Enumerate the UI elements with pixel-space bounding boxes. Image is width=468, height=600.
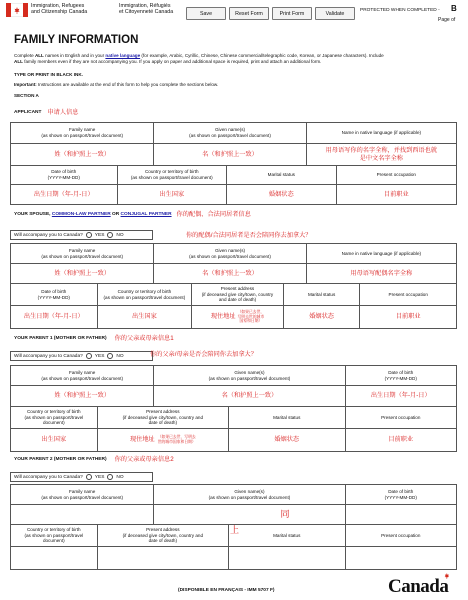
important-note: Important: Instructions are available at the end of this form to help you complete the sections below. bbox=[14, 82, 219, 87]
conjugal-partner-link[interactable]: CONJUGAL PARTNER bbox=[120, 212, 172, 218]
native-language-link[interactable]: native language bbox=[105, 53, 141, 58]
spouse-marital-field[interactable]: 婚姻状态 bbox=[284, 306, 361, 328]
spouse-heading-en: YOUR SPOUSE, COMMON-LAW PARTNER OR CONJUGAL PARTNER bbox=[14, 212, 172, 218]
parent2-heading-cn: 你的父亲或母亲信息2 bbox=[114, 456, 174, 463]
parent2-no-label: NO bbox=[116, 474, 124, 480]
spouse-given-name-header: Given name(s) (as shown on passport/travel document) bbox=[154, 244, 306, 263]
spouse-accompany-label: Will accompany you to Canada? bbox=[14, 232, 83, 238]
parent1-table bbox=[10, 365, 457, 452]
spouse-address-field[interactable]: 现住地址 （如果已去世， 写明去世的城市 国家和日期） bbox=[192, 306, 284, 328]
parent2-heading-en: YOUR PARENT 2 (MOTHER OR FATHER) bbox=[14, 457, 107, 463]
parent2-dob-field[interactable] bbox=[346, 505, 456, 524]
spouse-family-name-header: Family name (as shown on passport/travel document) bbox=[11, 244, 154, 263]
spouse-accompany-question bbox=[10, 230, 153, 240]
parent1-given-name-field[interactable]: 名（和护照上一致） bbox=[154, 386, 345, 406]
applicant-marital-header: Marital status bbox=[227, 166, 337, 184]
dept-fr-line1: Immigration, Réfugiés bbox=[119, 3, 171, 9]
parent2-table bbox=[10, 484, 457, 570]
save-button[interactable]: Save bbox=[186, 7, 226, 20]
protected-b-mark: B bbox=[451, 4, 457, 13]
parent2-accompany-label: Will accompany you to Canada? bbox=[14, 474, 83, 480]
applicant-heading bbox=[14, 109, 78, 117]
parent2-cob-header: Country or territory of birth (as shown on passport/travel document) bbox=[11, 525, 98, 546]
parent1-accompany-cn: 你的父亲/母亲是否会陪同你去加拿大？ bbox=[150, 351, 257, 358]
spouse-no-label: NO bbox=[116, 232, 124, 238]
spouse-dob-field[interactable]: 出生日期（年-月-日） bbox=[11, 306, 98, 328]
parent2-family-name-field[interactable] bbox=[11, 505, 154, 524]
parent2-marital-field[interactable] bbox=[229, 547, 345, 569]
parent1-no-label: NO bbox=[116, 353, 124, 359]
applicant-table bbox=[10, 122, 457, 205]
applicant-cob-field[interactable]: 出生国家 bbox=[118, 185, 228, 204]
spouse-dob-header: Date of birth (YYYY-MM-DD) bbox=[11, 284, 98, 305]
parent2-occupation-header: Present occupation bbox=[346, 525, 457, 546]
spouse-heading bbox=[14, 211, 251, 219]
canada-flag-icon bbox=[6, 3, 28, 17]
parent2-occupation-field[interactable] bbox=[346, 547, 457, 569]
parent1-no-radio[interactable] bbox=[107, 353, 113, 359]
applicant-native-name-field[interactable]: 用母语写你的名字全称，并找到西语也就 是中文名字全称 bbox=[307, 144, 456, 165]
spouse-cob-header: Country or territory of birth (as shown on passport/travel document) bbox=[98, 284, 193, 305]
applicant-occupation-field[interactable]: 目前职业 bbox=[337, 185, 456, 204]
parent1-given-name-header: Given name(s) (as shown on passport/travel document) bbox=[154, 366, 345, 385]
same-as-above-mark-1: 同 bbox=[280, 508, 290, 519]
parent1-cob-field[interactable]: 出生国家 bbox=[11, 429, 98, 451]
department-name-en bbox=[31, 3, 87, 16]
intro-line2: ALL family members even if they are not accompanying you. If you apply on paper and additional space is required, print and attach an additional form. bbox=[14, 59, 322, 64]
parent2-no-radio[interactable] bbox=[107, 474, 113, 480]
dept-en-line1: Immigration, Refugees bbox=[31, 3, 85, 9]
applicant-marital-field[interactable]: 婚姻状态 bbox=[227, 185, 337, 204]
parent2-yes-label: YES bbox=[94, 474, 105, 480]
parent1-marital-field[interactable]: 婚姻状态 bbox=[229, 429, 345, 451]
parent2-dob-header: Date of birth (YYYY-MM-DD) bbox=[346, 485, 457, 504]
parent2-marital-header: 上 Marital status bbox=[229, 525, 345, 546]
spouse-marital-header: Marital status bbox=[284, 284, 361, 305]
applicant-dob-header: Date of birth (YYYY-MM-DD) bbox=[11, 166, 118, 184]
same-as-above-mark-2: 上 bbox=[230, 525, 240, 535]
parent2-given-name-field[interactable] bbox=[154, 505, 345, 524]
applicant-heading-en: APPLICANT bbox=[14, 110, 42, 116]
parent1-accompany-question bbox=[10, 351, 153, 361]
spouse-family-name-field[interactable]: 姓（和护照上一致） bbox=[11, 264, 154, 283]
applicant-family-name-field[interactable]: 姓（和护照上一致） bbox=[11, 144, 154, 165]
spouse-accompany-cn: 你的配偶/合法同居者是否会陪同你去加拿大？ bbox=[186, 232, 312, 239]
spouse-occupation-header: Present occupation bbox=[360, 284, 456, 305]
parent2-heading bbox=[14, 456, 174, 464]
applicant-given-name-header: Given name(s) (as shown on passport/travel document) bbox=[154, 123, 306, 143]
canada-wordmark: Canada bbox=[388, 576, 448, 598]
parent1-cob-header: Country or territory of birth (as shown on passport/travel document) bbox=[11, 407, 98, 428]
spouse-address-header: Present address (if deceased give city/town, country and date of death) bbox=[192, 284, 284, 305]
spouse-yes-label: YES bbox=[94, 232, 105, 238]
applicant-dob-field[interactable]: 出生日期（年-月-日） bbox=[11, 185, 118, 204]
applicant-cob-header: Country or territory of birth (as shown on passport/travel document) bbox=[118, 166, 228, 184]
section-a-label: SECTION A bbox=[14, 93, 39, 98]
print-form-button[interactable]: Print Form bbox=[272, 7, 312, 20]
parent1-occupation-field[interactable]: 目前职业 bbox=[346, 429, 457, 451]
spouse-occupation-field[interactable]: 目前职业 bbox=[360, 306, 456, 328]
parent2-accompany-question bbox=[10, 472, 153, 482]
spouse-yes-radio[interactable] bbox=[86, 232, 92, 238]
reset-form-button[interactable]: Reset Form bbox=[229, 7, 269, 20]
common-law-partner-link[interactable]: COMMON-LAW PARTNER bbox=[51, 212, 111, 218]
validate-button[interactable]: Validate bbox=[315, 7, 355, 20]
parent1-address-field[interactable]: 现住地址 （如果已去世，写明去 世的城市国家和日期） bbox=[98, 429, 229, 451]
parent1-occupation-header: Present occupation bbox=[346, 407, 457, 428]
parent1-dob-header: Date of birth (YYYY-MM-DD) bbox=[346, 366, 457, 385]
spouse-table bbox=[10, 243, 457, 329]
parent2-cob-field[interactable] bbox=[11, 547, 98, 569]
parent2-family-name-header: Family name (as shown on passport/travel document) bbox=[11, 485, 154, 504]
parent1-marital-header: Marital status bbox=[229, 407, 345, 428]
form-code-footer: (DISPONIBLE EN FRANÇAIS - IMM 5707 F) bbox=[178, 588, 275, 593]
applicant-native-name-header: Name in native language (if applicable) bbox=[307, 123, 456, 143]
spouse-given-name-field[interactable]: 名（和护照上一致） bbox=[154, 264, 306, 283]
dept-fr-line2: et Citoyenneté Canada bbox=[119, 9, 174, 16]
protected-label: PROTECTED WHEN COMPLETED - bbox=[360, 8, 440, 13]
parent1-heading-en: YOUR PARENT 1 (MOTHER OR FATHER) bbox=[14, 336, 107, 342]
type-print-instruction: TYPE OR PRINT IN BLACK INK. bbox=[14, 72, 83, 77]
applicant-given-name-field[interactable]: 名（和护照上一致） bbox=[154, 144, 306, 165]
parent2-given-name-header: Given name(s) (as shown on passport/travel document) bbox=[154, 485, 345, 504]
parent2-address-header: Present address (if deceased give city/town, country and date of death) bbox=[98, 525, 229, 546]
spouse-native-name-header: Name in native language (if applicable) bbox=[307, 244, 456, 263]
spouse-native-name-field[interactable]: 用母语写配偶名字全称 bbox=[307, 264, 456, 283]
applicant-occupation-header: Present occupation bbox=[337, 166, 456, 184]
intro-text bbox=[14, 53, 454, 65]
applicant-family-name-header: Family name (as shown on passport/travel document) bbox=[11, 123, 154, 143]
parent1-yes-label: YES bbox=[94, 353, 105, 359]
spouse-no-radio[interactable] bbox=[107, 232, 113, 238]
page-title: FAMILY INFORMATION bbox=[14, 34, 139, 46]
department-name-fr bbox=[119, 3, 173, 16]
parent1-heading-cn: 你的父亲或母亲信息1 bbox=[114, 335, 174, 342]
parent1-heading bbox=[14, 335, 174, 343]
parent1-address-header: Present address (if deceased give city/town, country and date of death) bbox=[98, 407, 229, 428]
parent1-family-name-header: Family name (as shown on passport/travel document) bbox=[11, 366, 154, 385]
page-of-label: Page of bbox=[438, 17, 456, 23]
applicant-heading-cn: 申请人信息 bbox=[47, 109, 79, 116]
dept-en-line2: and Citizenship Canada bbox=[31, 9, 88, 16]
parent1-accompany-label: Will accompany you to Canada? bbox=[14, 353, 83, 359]
parent2-yes-radio[interactable] bbox=[86, 474, 92, 480]
parent1-dob-field[interactable]: 出生日期（年-月-日） bbox=[346, 386, 457, 406]
intro-line1: Complete ALL names in English and in your native language (for example, Arabic, Cyrillic, Chinese, Chinese commercial/telegraphic code, Korean, or Japanese characters). Include bbox=[14, 53, 384, 58]
parent1-yes-radio[interactable] bbox=[86, 353, 92, 359]
spouse-heading-cn: 你的配偶、合法同居者信息 bbox=[176, 211, 251, 218]
parent1-family-name-field[interactable]: 姓（和护照上一致） bbox=[11, 386, 154, 406]
spouse-cob-field[interactable]: 出生国家 bbox=[98, 306, 193, 328]
parent2-address-field[interactable] bbox=[98, 547, 229, 569]
